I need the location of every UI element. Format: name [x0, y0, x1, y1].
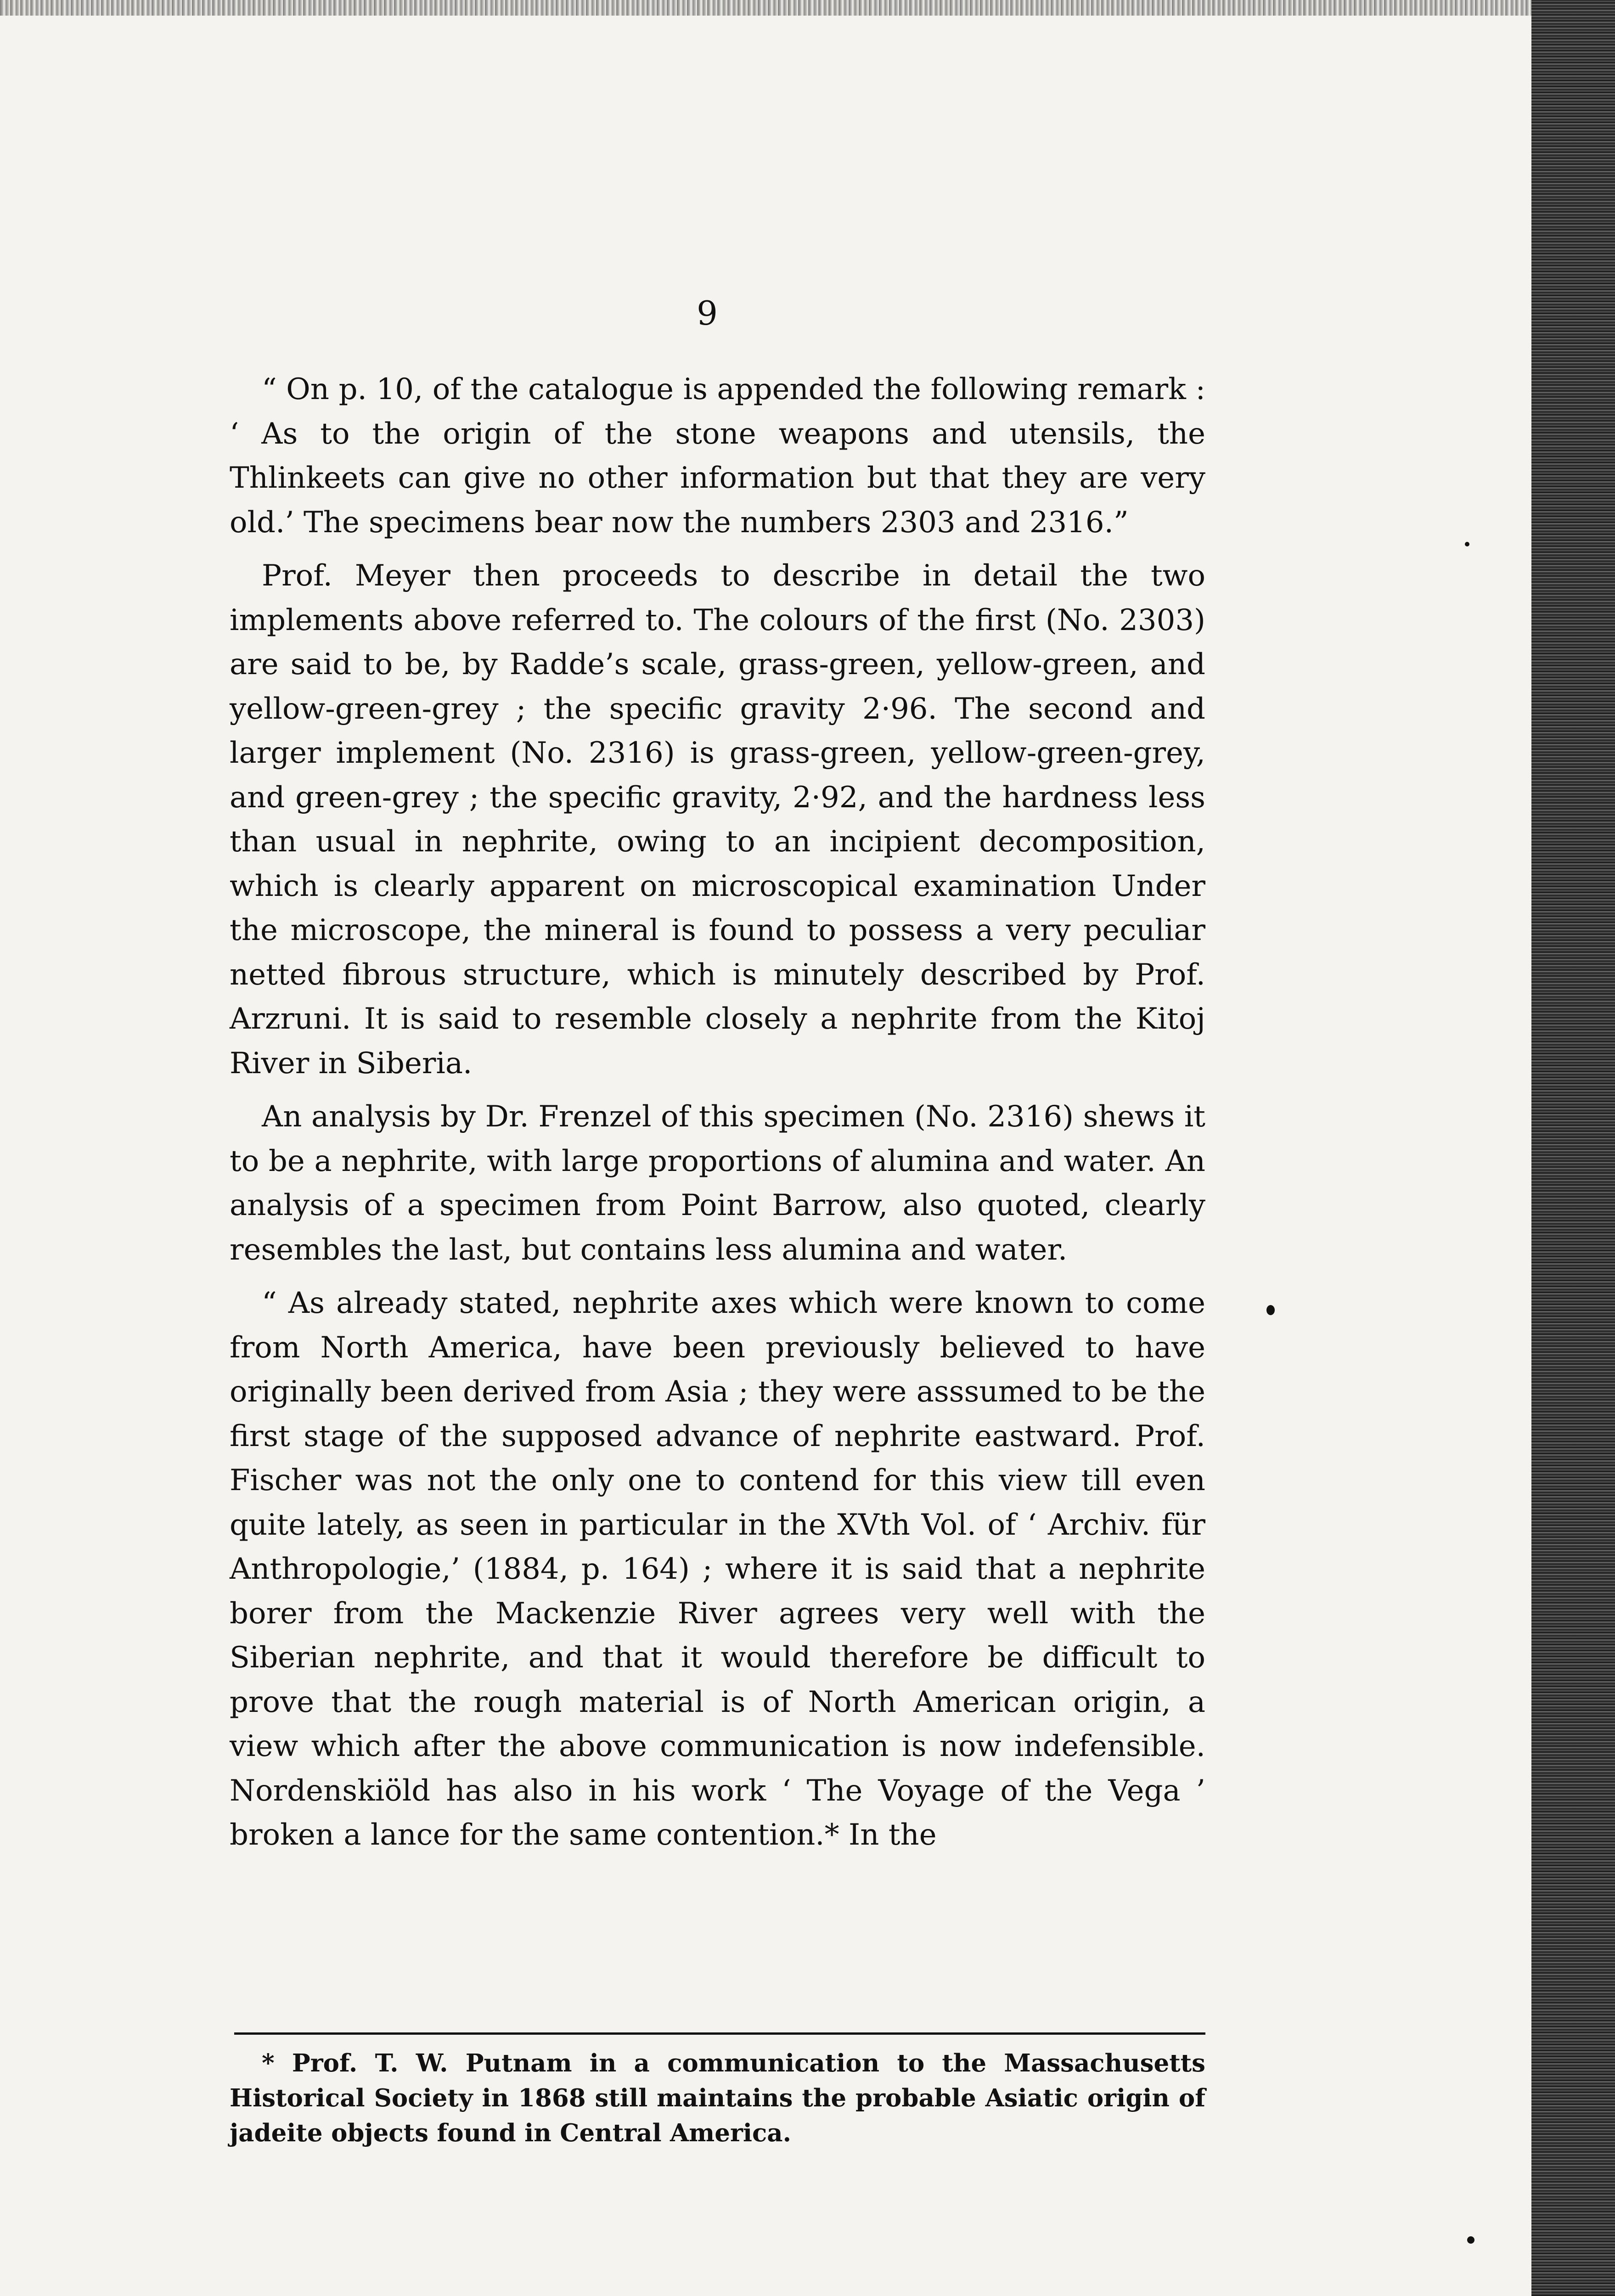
scan-speck	[1266, 1305, 1275, 1315]
footnote	[230, 2046, 1205, 2150]
paragraph-3: An analysis by Dr. Frenzel of this specimen (No. 2316) shews it to be a nephrite, with large proportions of alumina and water. An analysis of a specimen from Point Barrow, also quoted, clearly resembles the last, but contains less alumina and water.	[230, 1100, 1205, 1267]
paragraph-1: “ On p. 10, of the catalogue is appended the following remark : ‘ As to the origin of the stone weapons and utensils, the Thlinkeets can give no other information but that they are very old.’ The specimens bear now the numbers 2303 and 2316.”	[230, 372, 1205, 540]
scan-edge-right	[1531, 0, 1615, 2296]
paragraph-4: “ As already stated, nephrite axes which were known to come from North America, have been previously believed to have originally been derived from Asia ; they were asssumed to be the first stage of the supposed advance of nephrite eastward. Prof. Fischer was not the only one to contend for this view till even quite lately, as seen in particular in the XVth Vol. of ‘ Archiv. für Anthropologie,’ (1884, p. 164) ; where it is said that a nephrite borer from the Mackenzie River agrees very well with the Siberian nephrite, and that it would therefore be difficult to prove that the rough material is of North American origin, a view which after the above communication is now indefensible. Nordenskiöld has also in his work ‘ The Voyage of the Vega ’ broken a lance for the same contention.* In the	[230, 1286, 1205, 1852]
paragraph-2: Prof. Meyer then proceeds to describe in detail the two implements above referred to. The colours of the first (No. 2303) are said to be, by Radde’s scale, grass-green, yellow-green, and yellow-green-grey ; the specific gravity 2·96. The second and larger implement (No. 2316) is grass-green, yellow-green-grey, and green-grey ; the specific gravity, 2·92, and the hardness less than usual in nephrite, owing to an incipient decomposition, which is clearly apparent on microscopical examination Under the microscope, the mineral is found to possess a very peculiar netted fibrous structure, which is minutely described by Prof. Arzruni. It is said to resemble closely a nephrite from the Kitoj River in Siberia.	[230, 559, 1205, 1080]
scan-speck	[1467, 2236, 1474, 2244]
footnote-text: * Prof. T. W. Putnam in a communication to the Massachusetts Historical Society in 1868 still maintains the probable Asiatic origin of jadeite objects found in Central America.	[230, 2049, 1205, 2147]
footnote-rule	[234, 2032, 1205, 2035]
page-number: 9	[697, 294, 718, 332]
scan-edge-top	[0, 0, 1531, 16]
body-text	[230, 367, 1205, 1867]
scan-speck	[1465, 542, 1469, 546]
